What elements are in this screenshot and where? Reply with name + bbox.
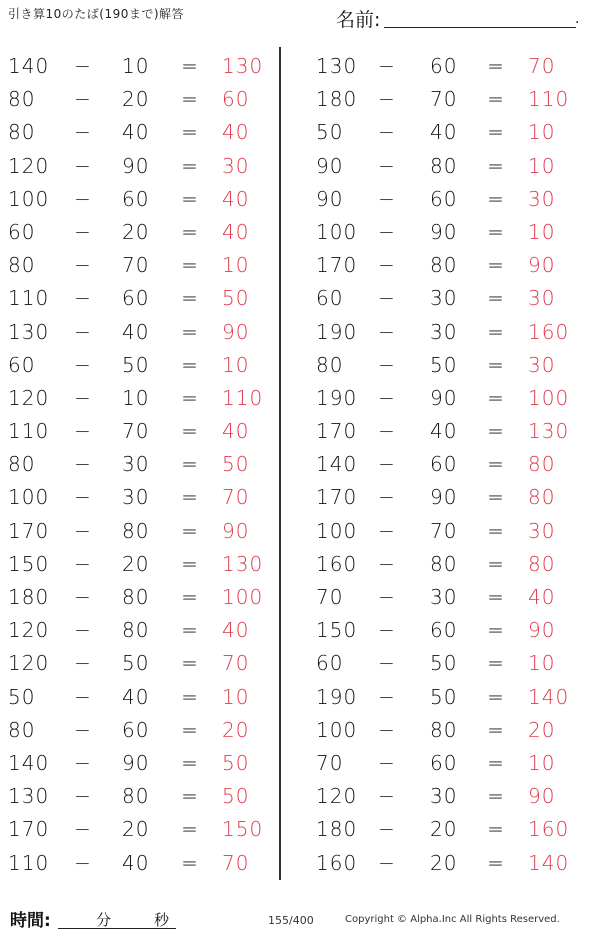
equals-sign: = bbox=[181, 717, 199, 742]
subtrahend: 50 bbox=[430, 352, 458, 377]
minuend: 50 bbox=[8, 684, 36, 709]
subtrahend: 60 bbox=[122, 186, 150, 211]
subtrahend: 90 bbox=[122, 750, 150, 775]
minus-sign: − bbox=[378, 551, 396, 576]
subtrahend: 10 bbox=[122, 385, 150, 410]
answer: 30 bbox=[528, 518, 556, 543]
minuend: 190 bbox=[316, 319, 358, 344]
minus-sign: − bbox=[378, 452, 396, 477]
minus-sign: − bbox=[74, 750, 92, 775]
minuend: 140 bbox=[8, 750, 50, 775]
answer: 10 bbox=[222, 352, 250, 377]
minus-sign: − bbox=[74, 618, 92, 643]
subtrahend: 30 bbox=[430, 585, 458, 609]
minuend: 120 bbox=[8, 651, 50, 676]
minus-sign: − bbox=[74, 784, 92, 809]
equals-sign: = bbox=[487, 784, 505, 809]
minus-sign: − bbox=[378, 651, 396, 676]
subtrahend: 60 bbox=[122, 717, 150, 742]
subtrahend: 50 bbox=[430, 684, 458, 709]
worksheet-title: 引き算10のたば(190まで)解答 bbox=[8, 7, 185, 21]
minus-sign: − bbox=[378, 87, 396, 112]
subtrahend: 40 bbox=[430, 120, 458, 145]
minus-sign: − bbox=[378, 419, 396, 444]
equals-sign: = bbox=[487, 186, 505, 211]
subtrahend: 80 bbox=[430, 253, 458, 278]
minuend: 160 bbox=[316, 850, 358, 875]
equals-sign: = bbox=[181, 319, 199, 344]
equals-sign: = bbox=[487, 452, 505, 477]
equals-sign: = bbox=[181, 54, 199, 78]
minuend: 120 bbox=[8, 153, 50, 178]
subtrahend: 40 bbox=[122, 684, 150, 709]
equals-sign: = bbox=[181, 684, 199, 709]
subtrahend: 20 bbox=[122, 87, 150, 112]
minuend: 70 bbox=[316, 750, 344, 775]
minus-sign: − bbox=[378, 485, 396, 510]
minuend: 180 bbox=[316, 817, 358, 842]
answer: 40 bbox=[222, 618, 250, 643]
subtrahend: 20 bbox=[430, 817, 458, 842]
minus-sign: − bbox=[378, 784, 396, 809]
minus-sign: − bbox=[378, 120, 396, 145]
minus-sign: − bbox=[74, 485, 92, 510]
subtrahend: 90 bbox=[430, 385, 458, 410]
time-label: 時間: bbox=[10, 911, 51, 931]
minuend: 140 bbox=[316, 452, 358, 477]
column-divider bbox=[279, 47, 281, 880]
equals-sign: = bbox=[487, 219, 505, 244]
subtrahend: 80 bbox=[122, 784, 150, 809]
minus-sign: − bbox=[74, 286, 92, 311]
answer: 90 bbox=[222, 319, 250, 344]
answer: 30 bbox=[528, 352, 556, 377]
answer: 30 bbox=[222, 153, 250, 178]
minuend: 50 bbox=[316, 120, 344, 145]
equals-sign: = bbox=[487, 419, 505, 444]
answer: 10 bbox=[222, 684, 250, 709]
answer: 50 bbox=[222, 750, 250, 775]
minuend: 170 bbox=[8, 518, 50, 543]
equals-sign: = bbox=[487, 651, 505, 676]
minuend: 80 bbox=[316, 352, 344, 377]
answer: 80 bbox=[528, 551, 556, 576]
minus-sign: − bbox=[378, 385, 396, 410]
subtrahend: 50 bbox=[122, 352, 150, 377]
subtrahend: 60 bbox=[430, 452, 458, 477]
subtrahend: 60 bbox=[122, 286, 150, 311]
equals-sign: = bbox=[487, 319, 505, 344]
subtrahend: 40 bbox=[122, 120, 150, 145]
minuend: 110 bbox=[8, 419, 50, 444]
equals-sign: = bbox=[487, 551, 505, 576]
minuend: 110 bbox=[8, 286, 50, 311]
minuend: 100 bbox=[8, 485, 50, 510]
equals-sign: = bbox=[487, 87, 505, 112]
page-number: 155/400 bbox=[268, 914, 314, 927]
minus-sign: − bbox=[74, 352, 92, 377]
equals-sign: = bbox=[487, 684, 505, 709]
answer: 20 bbox=[222, 717, 250, 742]
minuend: 190 bbox=[316, 684, 358, 709]
equals-sign: = bbox=[181, 651, 199, 676]
minuend: 110 bbox=[8, 850, 50, 875]
minuend: 130 bbox=[316, 54, 358, 78]
subtrahend: 90 bbox=[122, 153, 150, 178]
minus-sign: − bbox=[378, 518, 396, 543]
minus-sign: − bbox=[378, 817, 396, 842]
equals-sign: = bbox=[487, 850, 505, 875]
minus-sign: − bbox=[378, 186, 396, 211]
minuend: 80 bbox=[8, 120, 36, 145]
subtrahend: 30 bbox=[122, 485, 150, 510]
subtrahend: 80 bbox=[122, 618, 150, 643]
minus-sign: − bbox=[74, 419, 92, 444]
minus-sign: − bbox=[74, 385, 92, 410]
subtrahend: 80 bbox=[430, 717, 458, 742]
answer: 40 bbox=[222, 219, 250, 244]
subtrahend: 60 bbox=[430, 618, 458, 643]
equals-sign: = bbox=[487, 120, 505, 145]
minuend: 60 bbox=[8, 352, 36, 377]
equals-sign: = bbox=[181, 585, 199, 609]
minuend: 100 bbox=[316, 717, 358, 742]
minuend: 80 bbox=[8, 452, 36, 477]
answer: 100 bbox=[528, 385, 570, 410]
equals-sign: = bbox=[181, 87, 199, 112]
minuend: 180 bbox=[316, 87, 358, 112]
equals-sign: = bbox=[181, 352, 199, 377]
minus-sign: − bbox=[378, 618, 396, 643]
equals-sign: = bbox=[181, 784, 199, 809]
minuend: 160 bbox=[316, 551, 358, 576]
equals-sign: = bbox=[181, 618, 199, 643]
minuend: 170 bbox=[8, 817, 50, 842]
equals-sign: = bbox=[181, 452, 199, 477]
minus-sign: − bbox=[74, 54, 92, 78]
subtrahend: 70 bbox=[122, 253, 150, 278]
subtrahend: 60 bbox=[430, 54, 458, 78]
subtrahend: 20 bbox=[122, 551, 150, 576]
answer: 50 bbox=[222, 784, 250, 809]
answer: 90 bbox=[528, 784, 556, 809]
minus-sign: − bbox=[378, 585, 396, 609]
answer: 130 bbox=[528, 419, 570, 444]
answer: 10 bbox=[528, 120, 556, 145]
answer: 160 bbox=[528, 319, 570, 344]
answer: 90 bbox=[528, 618, 556, 643]
minus-sign: − bbox=[378, 153, 396, 178]
subtrahend: 70 bbox=[122, 419, 150, 444]
subtrahend: 90 bbox=[430, 219, 458, 244]
answer: 50 bbox=[222, 286, 250, 311]
subtrahend: 80 bbox=[122, 518, 150, 543]
copyright: Copyright © Alpha.Inc All Rights Reserved. bbox=[345, 914, 560, 925]
name-dot: . bbox=[575, 11, 580, 27]
equals-sign: = bbox=[487, 286, 505, 311]
minus-sign: − bbox=[378, 54, 396, 78]
equals-sign: = bbox=[487, 385, 505, 410]
subtrahend: 50 bbox=[430, 651, 458, 676]
equals-sign: = bbox=[487, 485, 505, 510]
minuend: 80 bbox=[8, 717, 36, 742]
minuend: 140 bbox=[8, 54, 50, 78]
minus-sign: − bbox=[74, 585, 92, 609]
subtrahend: 60 bbox=[430, 750, 458, 775]
answer: 40 bbox=[222, 120, 250, 145]
minus-sign: − bbox=[74, 319, 92, 344]
answer: 70 bbox=[222, 850, 250, 875]
subtrahend: 80 bbox=[430, 551, 458, 576]
subtrahend: 20 bbox=[122, 219, 150, 244]
subtrahend: 50 bbox=[122, 651, 150, 676]
minus-sign: − bbox=[74, 452, 92, 477]
equals-sign: = bbox=[181, 419, 199, 444]
answer: 100 bbox=[222, 585, 264, 609]
subtrahend: 20 bbox=[430, 850, 458, 875]
equals-sign: = bbox=[487, 750, 505, 775]
minus-sign: − bbox=[74, 253, 92, 278]
equals-sign: = bbox=[181, 850, 199, 875]
subtrahend: 30 bbox=[430, 286, 458, 311]
equals-sign: = bbox=[181, 750, 199, 775]
equals-sign: = bbox=[487, 153, 505, 178]
subtrahend: 40 bbox=[430, 419, 458, 444]
equals-sign: = bbox=[181, 385, 199, 410]
minus-sign: − bbox=[74, 120, 92, 145]
minuend: 80 bbox=[8, 253, 36, 278]
equals-sign: = bbox=[487, 817, 505, 842]
minuend: 130 bbox=[8, 784, 50, 809]
minuend: 150 bbox=[8, 551, 50, 576]
minus-sign: − bbox=[378, 684, 396, 709]
minuend: 90 bbox=[316, 186, 344, 211]
equals-sign: = bbox=[181, 518, 199, 543]
answer: 10 bbox=[528, 219, 556, 244]
answer: 70 bbox=[222, 651, 250, 676]
minus-sign: − bbox=[378, 352, 396, 377]
answer: 60 bbox=[222, 87, 250, 112]
answer: 30 bbox=[528, 286, 556, 311]
minuend: 80 bbox=[8, 87, 36, 112]
minuend: 100 bbox=[316, 219, 358, 244]
minus-sign: − bbox=[378, 850, 396, 875]
minus-sign: − bbox=[74, 153, 92, 178]
subtrahend: 10 bbox=[122, 54, 150, 78]
answer: 10 bbox=[528, 750, 556, 775]
subtrahend: 20 bbox=[122, 817, 150, 842]
minuend: 100 bbox=[8, 186, 50, 211]
answer: 30 bbox=[528, 186, 556, 211]
equals-sign: = bbox=[487, 253, 505, 278]
minus-sign: − bbox=[378, 750, 396, 775]
minuend: 180 bbox=[8, 585, 50, 609]
subtrahend: 80 bbox=[122, 585, 150, 609]
answer: 70 bbox=[528, 54, 556, 78]
answer: 10 bbox=[528, 651, 556, 676]
answer: 110 bbox=[528, 87, 570, 112]
minuend: 130 bbox=[8, 319, 50, 344]
subtrahend: 90 bbox=[430, 485, 458, 510]
minuend: 100 bbox=[316, 518, 358, 543]
equals-sign: = bbox=[181, 186, 199, 211]
minus-sign: − bbox=[378, 717, 396, 742]
minuend: 90 bbox=[316, 153, 344, 178]
answer: 160 bbox=[528, 817, 570, 842]
minus-sign: − bbox=[74, 850, 92, 875]
minuend: 120 bbox=[316, 784, 358, 809]
answer: 40 bbox=[528, 585, 556, 609]
equals-sign: = bbox=[487, 717, 505, 742]
minuend: 150 bbox=[316, 618, 358, 643]
equals-sign: = bbox=[181, 286, 199, 311]
minuend: 120 bbox=[8, 385, 50, 410]
answer: 20 bbox=[528, 717, 556, 742]
subtrahend: 40 bbox=[122, 319, 150, 344]
equals-sign: = bbox=[487, 618, 505, 643]
answer: 80 bbox=[528, 452, 556, 477]
equals-sign: = bbox=[487, 518, 505, 543]
minuend: 190 bbox=[316, 385, 358, 410]
answer: 130 bbox=[222, 551, 264, 576]
minus-sign: − bbox=[74, 186, 92, 211]
answer: 90 bbox=[528, 253, 556, 278]
minuend: 60 bbox=[316, 651, 344, 676]
answer: 70 bbox=[222, 485, 250, 510]
minuend: 170 bbox=[316, 485, 358, 510]
minus-sign: − bbox=[378, 219, 396, 244]
answer: 10 bbox=[222, 253, 250, 278]
minus-sign: − bbox=[74, 518, 92, 543]
minus-sign: − bbox=[74, 551, 92, 576]
subtrahend: 30 bbox=[430, 784, 458, 809]
minus-sign: − bbox=[378, 319, 396, 344]
minuend: 70 bbox=[316, 585, 344, 609]
subtrahend: 60 bbox=[430, 186, 458, 211]
answer: 130 bbox=[222, 54, 264, 78]
minuend: 120 bbox=[8, 618, 50, 643]
equals-sign: = bbox=[181, 253, 199, 278]
subtrahend: 40 bbox=[122, 850, 150, 875]
seconds-label: 秒 bbox=[154, 911, 170, 929]
minuend: 170 bbox=[316, 419, 358, 444]
minus-sign: − bbox=[74, 219, 92, 244]
equals-sign: = bbox=[181, 219, 199, 244]
equals-sign: = bbox=[181, 817, 199, 842]
answer: 40 bbox=[222, 419, 250, 444]
answer: 80 bbox=[528, 485, 556, 510]
answer: 90 bbox=[222, 518, 250, 543]
minuend: 60 bbox=[8, 219, 36, 244]
minus-sign: − bbox=[74, 817, 92, 842]
subtrahend: 30 bbox=[122, 452, 150, 477]
equals-sign: = bbox=[181, 120, 199, 145]
equals-sign: = bbox=[181, 485, 199, 510]
minuend: 60 bbox=[316, 286, 344, 311]
subtrahend: 30 bbox=[430, 319, 458, 344]
minus-sign: − bbox=[378, 286, 396, 311]
equals-sign: = bbox=[487, 54, 505, 78]
answer: 40 bbox=[222, 186, 250, 211]
equals-sign: = bbox=[487, 585, 505, 609]
name-label: 名前: bbox=[336, 9, 381, 31]
answer: 50 bbox=[222, 452, 250, 477]
subtrahend: 80 bbox=[430, 153, 458, 178]
answer: 140 bbox=[528, 684, 570, 709]
minus-sign: − bbox=[74, 87, 92, 112]
answer: 150 bbox=[222, 817, 264, 842]
name-line bbox=[384, 27, 576, 28]
equals-sign: = bbox=[181, 153, 199, 178]
subtrahend: 70 bbox=[430, 87, 458, 112]
minus-sign: − bbox=[74, 651, 92, 676]
minus-sign: − bbox=[74, 717, 92, 742]
answer: 10 bbox=[528, 153, 556, 178]
minus-sign: − bbox=[74, 684, 92, 709]
subtrahend: 70 bbox=[430, 518, 458, 543]
answer: 110 bbox=[222, 385, 264, 410]
equals-sign: = bbox=[181, 551, 199, 576]
minuend: 170 bbox=[316, 253, 358, 278]
answer: 140 bbox=[528, 850, 570, 875]
equals-sign: = bbox=[487, 352, 505, 377]
minus-sign: − bbox=[378, 253, 396, 278]
minutes-label: 分 bbox=[96, 911, 112, 929]
